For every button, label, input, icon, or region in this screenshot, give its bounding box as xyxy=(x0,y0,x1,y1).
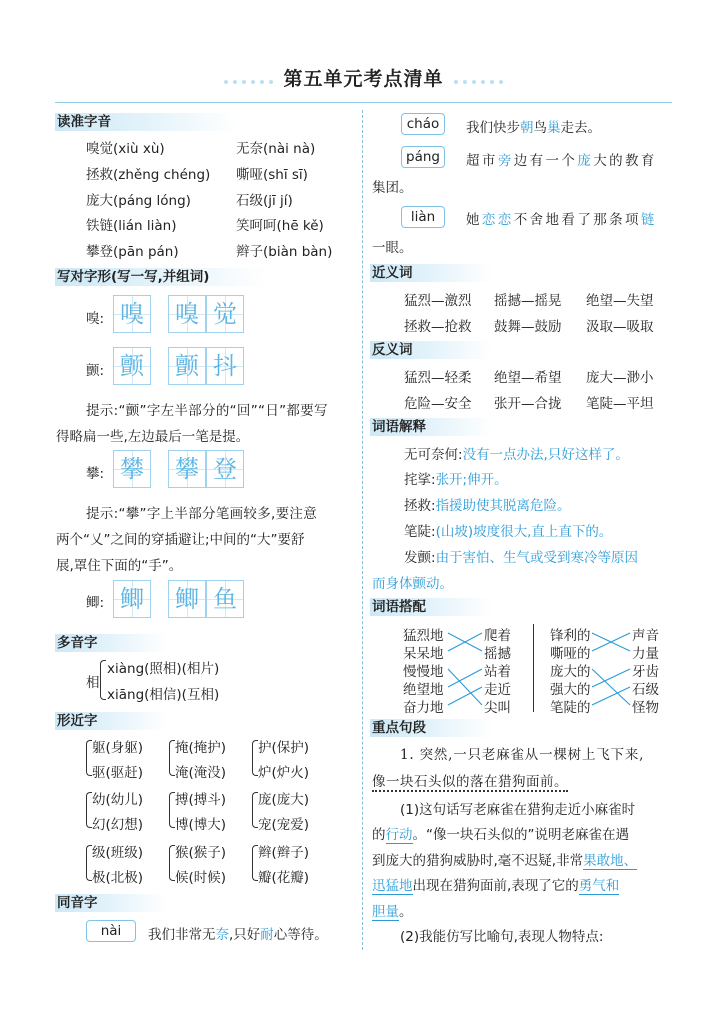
match-left-item: 嘶哑的 xyxy=(550,646,591,662)
passage-line: 像一块石头似的落在猎狗面前。 xyxy=(372,774,568,790)
homophone-sentence: 超市旁边有一个庞大的教育 xyxy=(466,153,657,169)
pron-item: 庞大(páng lóng) xyxy=(86,193,191,209)
match-left-item: 慢慢地 xyxy=(403,664,444,680)
section-similar-chars: 形近字 xyxy=(55,712,167,730)
homophone-sentence: 我们快步朝鸟巢走去。 xyxy=(466,120,601,136)
pron-item: 攀登(pān pán) xyxy=(86,244,179,260)
synonym-pair: 猛烈—激烈 xyxy=(404,293,472,309)
match-right-item: 尖叫 xyxy=(484,700,511,716)
similar-item: 庞(庞大) xyxy=(258,792,310,808)
match-left-item: 庞大的 xyxy=(550,664,591,680)
writing-grid: 抖 xyxy=(206,347,244,385)
char-label: 嗅: xyxy=(86,311,105,327)
section-explanations: 词语解释 xyxy=(370,418,492,436)
match-right-item: 爬着 xyxy=(484,628,511,644)
homophone-sentence-cont: 集团。 xyxy=(372,180,413,196)
writing-grid: 攀 xyxy=(113,450,151,488)
match-left-item: 强大的 xyxy=(550,682,591,698)
polyphone-line: xiāng(相信)(互相) xyxy=(107,687,220,703)
header-rule xyxy=(55,102,672,103)
similar-item: 宠(宠爱) xyxy=(258,817,310,833)
polyphone-line: xiàng(照相)(相片) xyxy=(107,661,220,677)
match-right-item: 怪物 xyxy=(632,700,659,716)
writing-grid: 鱼 xyxy=(206,580,244,618)
writing-grid: 颤 xyxy=(113,347,151,385)
question-line: 胆量。 xyxy=(372,904,413,920)
similar-item: 躯(身躯) xyxy=(92,740,144,756)
explanation: 无可奈何:没有一点办法,只好这样了。 xyxy=(404,447,629,463)
antonym-pair: 张开—合拢 xyxy=(494,396,562,412)
similar-item: 瓣(花瓣) xyxy=(258,870,310,886)
synonym-pair: 摇撼—摇晃 xyxy=(494,293,562,309)
pron-item: 笑呵呵(hē kě) xyxy=(236,218,324,234)
writing-grid: 颤 xyxy=(168,347,206,385)
match-right-item: 站着 xyxy=(484,664,511,680)
similar-item: 护(保护) xyxy=(258,740,310,756)
question-line: 迅猛地出现在猎狗面前,表现了它的勇气和 xyxy=(372,878,620,894)
explanation: 拯救:指援助使其脱离危险。 xyxy=(404,498,571,514)
writing-grid: 鲫 xyxy=(168,580,206,618)
section-polyphone: 多音字 xyxy=(55,634,167,652)
similar-item: 驱(驱赶) xyxy=(92,765,144,781)
section-synonyms: 近义词 xyxy=(370,264,492,282)
passage-line: 1. 突然,一只老麻雀从一棵树上飞下来, xyxy=(400,747,645,763)
pinyin-box: liàn xyxy=(401,206,445,228)
antonym-pair: 猛烈—轻柔 xyxy=(404,370,472,386)
synonym-pair: 汲取—吸取 xyxy=(586,319,654,335)
section-writing: 写对字形(写一写,并组词) xyxy=(55,268,267,286)
similar-item: 辫(辫子) xyxy=(258,845,310,861)
similar-item: 博(博大) xyxy=(175,817,227,833)
page-title: 第五单元考点清单 xyxy=(283,68,444,90)
pinyin-box: cháo xyxy=(401,113,445,135)
polyphone-char: 相 xyxy=(86,675,100,691)
pron-item: 石级(jī jí) xyxy=(236,193,293,209)
pron-item: 拯救(zhěng chéng) xyxy=(86,167,211,183)
pinyin-box: nài xyxy=(86,920,136,942)
match-left-item: 笔陡的 xyxy=(550,700,591,716)
similar-item: 搏(搏斗) xyxy=(175,792,227,808)
tip-text: 提示:“颤”字左半部分的“回”“日”都要写 xyxy=(86,403,328,419)
antonym-pair: 危险—安全 xyxy=(404,396,472,412)
match-left-item: 绝望地 xyxy=(403,682,444,698)
question-line: (1)这句话写老麻雀在猎狗走近小麻雀时 xyxy=(400,802,636,818)
writing-grid: 嗅 xyxy=(113,295,151,333)
explanation-cont: 而身体颤动。 xyxy=(372,576,453,592)
char-label: 鲫: xyxy=(86,595,105,611)
title-dots-right xyxy=(454,72,508,78)
match-right-item: 声音 xyxy=(632,628,659,644)
pron-item: 铁链(lián liàn) xyxy=(86,218,177,234)
question-line: 的行动。“像一块石头似的”说明老麻雀在遇 xyxy=(372,827,629,843)
match-left-item: 锋利的 xyxy=(550,628,591,644)
antonym-pair: 笔陡—平坦 xyxy=(586,396,654,412)
similar-item: 幼(幼儿) xyxy=(92,792,144,808)
similar-item: 淹(淹没) xyxy=(175,765,227,781)
writing-grid: 登 xyxy=(206,450,244,488)
pron-item: 无奈(nài nà) xyxy=(236,141,316,157)
tip-text: 展,罩住下面的“手”。 xyxy=(56,558,183,574)
explanation: 发颤:由于害怕、生气或受到寒冷等原因 xyxy=(404,550,639,566)
pron-item: 嘶哑(shī sī) xyxy=(236,167,308,183)
writing-grid: 鲫 xyxy=(113,580,151,618)
antonym-pair: 绝望—希望 xyxy=(494,370,562,386)
antonym-pair: 庞大—渺小 xyxy=(586,370,654,386)
synonym-pair: 绝望—失望 xyxy=(586,293,654,309)
match-right-item: 牙齿 xyxy=(632,664,659,680)
char-label: 攀: xyxy=(86,466,105,482)
similar-item: 极(北极) xyxy=(92,870,144,886)
match-lines xyxy=(440,620,680,716)
match-right-item: 力量 xyxy=(632,646,659,662)
pron-item: 辫子(biàn bàn) xyxy=(236,244,333,260)
match-left-item: 猛烈地 xyxy=(403,628,444,644)
homophone-sentence: 她恋恋不舍地看了那条项链 xyxy=(466,212,657,228)
explanation: 笔陡:(山坡)坡度很大,直上直下的。 xyxy=(404,524,613,540)
tip-text: 两个“乂”之间的穿插避让;中间的“大”要舒 xyxy=(56,532,305,548)
match-right-item: 走近 xyxy=(484,682,511,698)
similar-item: 掩(掩护) xyxy=(175,740,227,756)
section-antonyms: 反义词 xyxy=(370,341,492,359)
match-right-item: 摇撼 xyxy=(484,646,511,662)
similar-item: 炉(炉火) xyxy=(258,765,310,781)
section-pronunciation: 读准字音 xyxy=(55,113,237,131)
writing-grid: 觉 xyxy=(206,295,244,333)
synonym-pair: 拯救—抢救 xyxy=(404,319,472,335)
similar-item: 幻(幻想) xyxy=(92,817,144,833)
similar-item: 候(时候) xyxy=(175,870,227,886)
writing-grid: 嗅 xyxy=(168,295,206,333)
question-line: (2)我能仿写比喻句,表现人物特点: xyxy=(400,929,604,945)
section-homophone: 同音字 xyxy=(55,894,167,912)
tip-text: 得略扁一些,左边最后一笔是提。 xyxy=(56,429,250,445)
match-left-item: 奋力地 xyxy=(403,700,444,716)
pinyin-box: páng xyxy=(401,146,445,168)
char-label: 颤: xyxy=(86,363,105,379)
column-divider xyxy=(362,110,363,950)
similar-item: 级(班级) xyxy=(92,845,144,861)
homophone-sentence-cont: 一眼。 xyxy=(372,240,413,256)
synonym-pair: 鼓舞—鼓励 xyxy=(494,319,562,335)
section-key-passages: 重点句段 xyxy=(370,719,492,737)
pron-item: 嗅觉(xiù xù) xyxy=(86,141,165,157)
section-collocations: 词语搭配 xyxy=(370,598,492,616)
match-right-item: 石级 xyxy=(632,682,659,698)
writing-grid: 攀 xyxy=(168,450,206,488)
homophone-sentence: 我们非常无奈,只好耐心等待。 xyxy=(148,927,328,943)
similar-item: 猴(猴子) xyxy=(175,845,227,861)
explanation: 挓挲:张开;伸开。 xyxy=(404,472,508,488)
question-line: 到庞大的猎狗威胁时,毫不迟疑,非常果敢地、 xyxy=(372,853,638,869)
brace xyxy=(100,660,106,700)
tip-text: 提示:“攀”字上半部分笔画较多,要注意 xyxy=(86,506,318,522)
match-left-item: 呆呆地 xyxy=(403,646,444,662)
